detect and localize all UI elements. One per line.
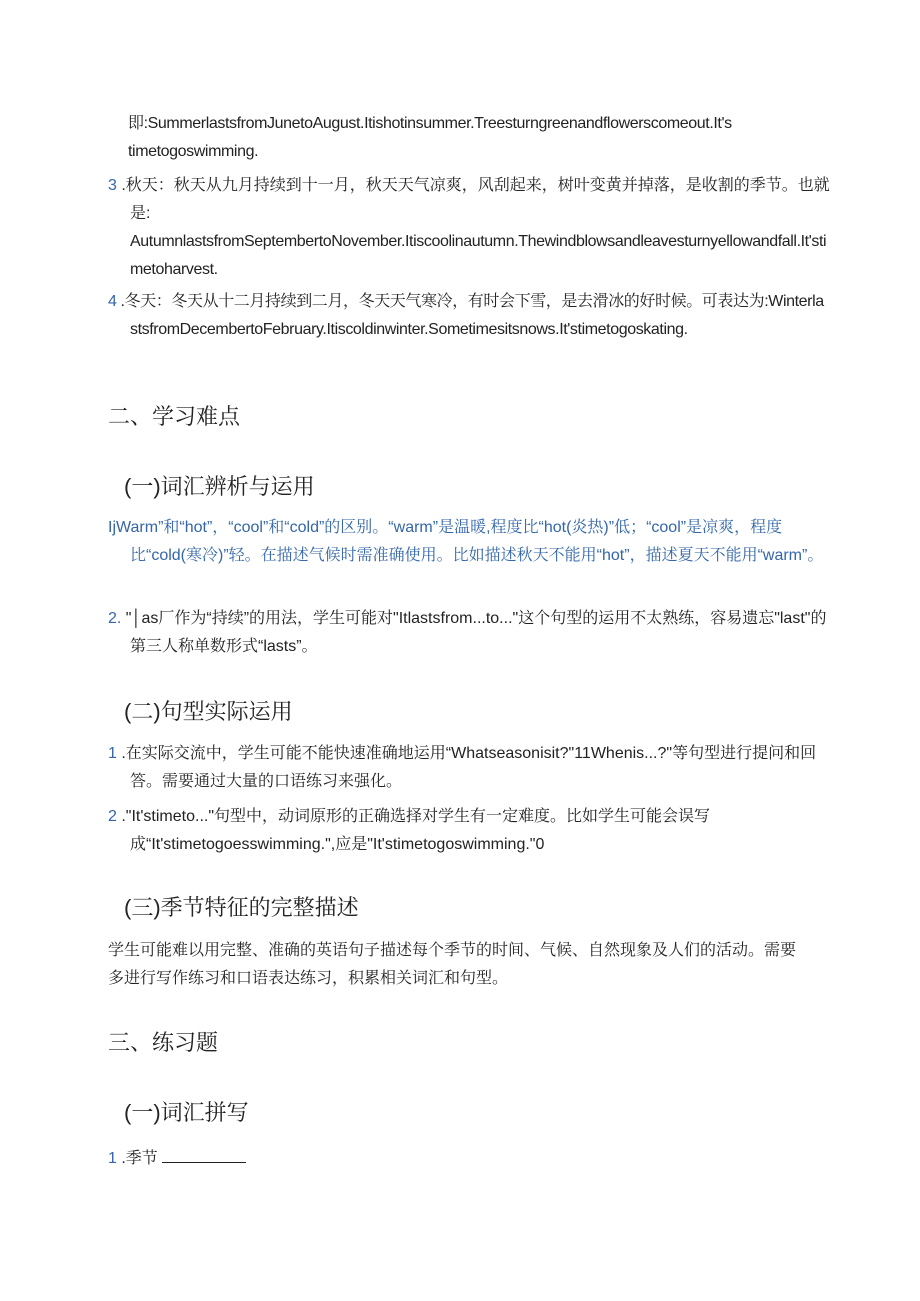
autumn-english: AutumnlastsfromSeptembertoNovember.Itiscoolinautumn.Thewindblowsandleavesturnyellowandfall.It'stimetoharvest. — [130, 233, 827, 278]
list-number: 1 — [108, 745, 117, 762]
list-item-its-time-to — [108, 803, 830, 859]
exercise-item-season — [108, 1145, 808, 1173]
item-text: "│as厂作为“持续”的用法，学生可能对"Itlastsfrom...to..."这个句型的运用不太熟练，容易遗忘"last"的第三人称单数形式“lasts”。 — [125, 610, 827, 655]
list-number: 3 — [108, 177, 117, 194]
list-item-last-usage — [108, 605, 830, 661]
answer-blank[interactable] — [162, 1148, 246, 1163]
summer-line-1: 即:SummerlastsfromJunetoAugust.Itishotinsummer.Treesturngreenandflowerscomeout.It's — [128, 115, 732, 132]
list-number: 2 — [108, 808, 117, 825]
section-heading-exercises: 三、练习题 — [108, 1030, 219, 1055]
paragraph-season-description: 学生可能难以用完整、准确的英语句子描述每个季节的时间、气候、自然现象及人们的活动。需要多进行写作练习和口语表达练习，积累相关词汇和句型。 — [108, 942, 797, 987]
summer-description — [128, 110, 818, 166]
winter-text: .冬天：冬天从十二月持续到二月，冬天天气寒冷，有时会下雪，是去滑冰的好时候。可表达为:WinterlastsfromDecembertoFebruary.Itiscoldinwinter.Sometimesitsnows.It'stimetogoskating. — [120, 293, 824, 338]
list-item-questions — [108, 740, 830, 796]
list-number: Ij — [108, 519, 116, 536]
item-text: .季节 — [121, 1150, 158, 1167]
list-number: 4 — [108, 293, 117, 310]
subheading-spelling: (一)词汇拼写 — [124, 1100, 249, 1125]
subheading-season-description: (三)季节特征的完整描述 — [124, 895, 359, 920]
list-item-warm-hot — [108, 514, 830, 570]
list-number: 2. — [108, 610, 122, 627]
section-heading-difficulties: 二、学习难点 — [108, 404, 241, 429]
list-item-winter — [108, 288, 830, 344]
subheading-vocabulary: (一)词汇辨析与运用 — [124, 474, 315, 499]
item-text: ."It'stimeto..."句型中，动词原形的正确选择对学生有一定难度。比如学生可能会误写成“It'stimetogoesswimming.",应是"It'stimetogoswimming."0 — [121, 808, 711, 853]
autumn-text: .秋天：秋天从九月持续到十一月，秋天天气凉爽，风刮起来，树叶变黄并掉落，是收割的季节。也就是: — [121, 177, 830, 222]
subheading-sentence-patterns: (二)句型实际运用 — [124, 699, 293, 724]
item-text: .在实际交流中，学生可能不能快速准确地运用“Whatseasonisit?"11Whenis...?"等句型进行提问和回答。需要通过大量的口语练习来强化。 — [121, 745, 817, 790]
list-item-autumn — [108, 172, 830, 284]
list-number: 1 — [108, 1150, 117, 1167]
summer-line-2: timetogoswimming. — [128, 143, 259, 160]
item-text: Warm”和“hot”，“cool”和“cold”的区别。“warm”是温暖,程度比“hot(炎热)”低；“cool”是凉爽，程度比“cold(寒冷)”轻。在描述气候时需准确使用。比如描述秋天不能用“hot”，描述夏天不能用“warm”。 — [116, 519, 824, 564]
